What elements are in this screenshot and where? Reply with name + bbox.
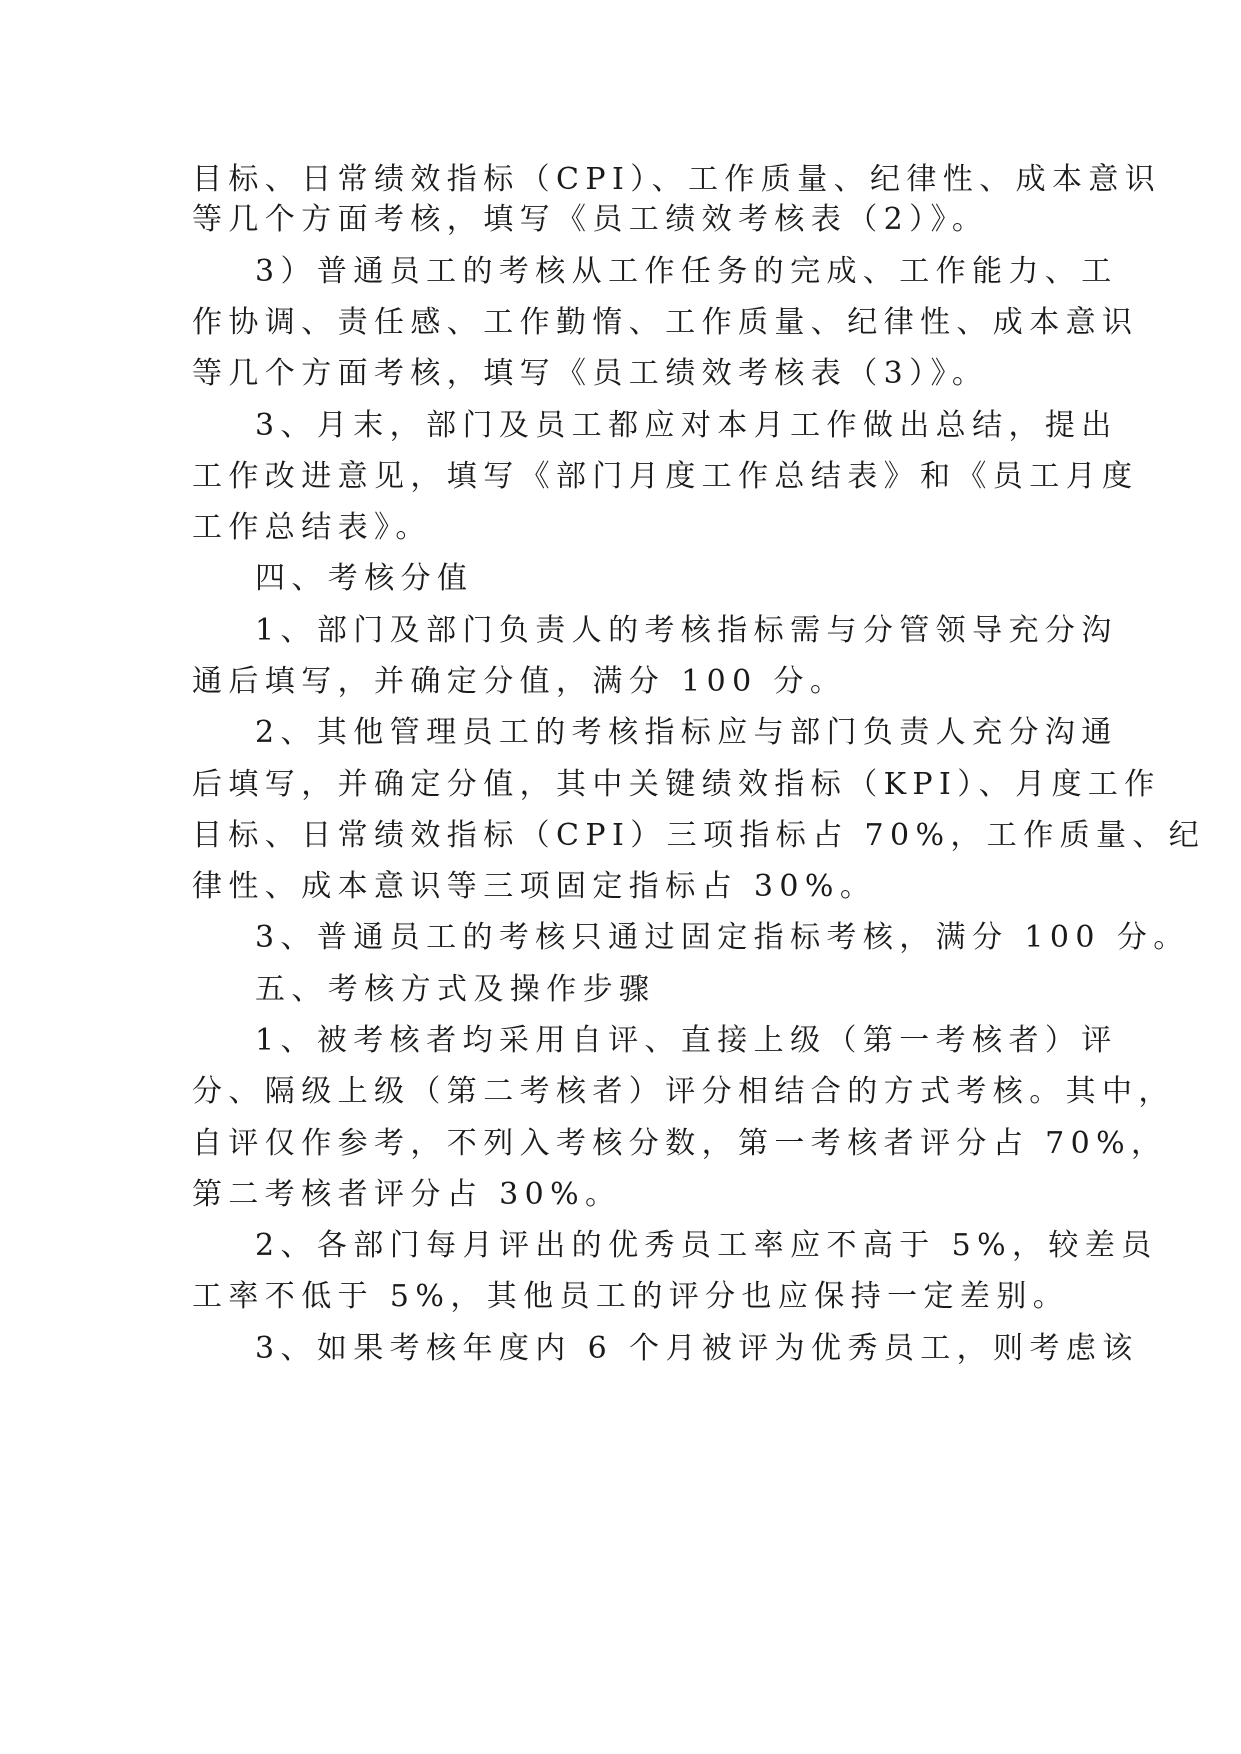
text-line: 3、月末，部门及员工都应对本月工作做出总结，提出 xyxy=(255,408,1118,443)
section-heading: 四、考核分值 xyxy=(255,561,474,596)
text-line: 后填写，并确定分值，其中关键绩效指标（KPI）、月度工作 xyxy=(192,767,1161,802)
text-line: 1、部门及部门负责人的考核指标需与分管领导充分沟 xyxy=(255,613,1118,648)
text-line: 第二考核者评分占 30%。 xyxy=(192,1177,622,1212)
text-line: 工作改进意见，填写《部门月度工作总结表》和《员工月度 xyxy=(192,459,1139,494)
text-line: 2、各部门每月评出的优秀员工率应不高于 5%，较差员 xyxy=(255,1228,1158,1263)
text-line: 工率不低于 5%，其他员工的评分也应保持一定差别。 xyxy=(192,1279,1070,1314)
text-line: 2、其他管理员工的考核指标应与部门负责人充分沟通 xyxy=(255,715,1118,750)
text-line: 3、普通员工的考核只通过固定指标考核，满分 100 分。 xyxy=(255,920,1190,955)
text-line: 3）普通员工的考核从工作任务的完成、工作能力、工 xyxy=(255,254,1118,289)
text-line: 自评仅作参考，不列入考核分数，第一考核者评分占 70%， xyxy=(192,1126,1168,1161)
text-line: 工作总结表》。 xyxy=(192,510,432,545)
text-line: 1、被考核者均采用自评、直接上级（第一考核者）评 xyxy=(255,1023,1118,1058)
text-line: 目标、日常绩效指标（CPI）三项指标占 70%，工作质量、纪 xyxy=(192,818,1206,853)
text-line: 律性、成本意识等三项固定指标占 30%。 xyxy=(192,869,877,904)
text-line: 分、隔级上级（第二考核者）评分相结合的方式考核。其中， xyxy=(192,1074,1175,1109)
text-line: 3、如果考核年度内 6 个月被评为优秀员工，则考虑该 xyxy=(255,1331,1139,1366)
text-line: 等几个方面考核，填写《员工绩效考核表（2）》。 xyxy=(192,202,989,237)
section-heading: 五、考核方式及操作步骤 xyxy=(255,972,656,1007)
text-line: 目标、日常绩效指标（CPI）、工作质量、纪律性、成本意识 xyxy=(192,162,1162,197)
text-line: 等几个方面考核，填写《员工绩效考核表（3）》。 xyxy=(192,356,989,391)
text-line: 通后填写，并确定分值，满分 100 分。 xyxy=(192,664,847,699)
text-line: 作协调、责任感、工作勤惰、工作质量、纪律性、成本意识 xyxy=(192,305,1139,340)
